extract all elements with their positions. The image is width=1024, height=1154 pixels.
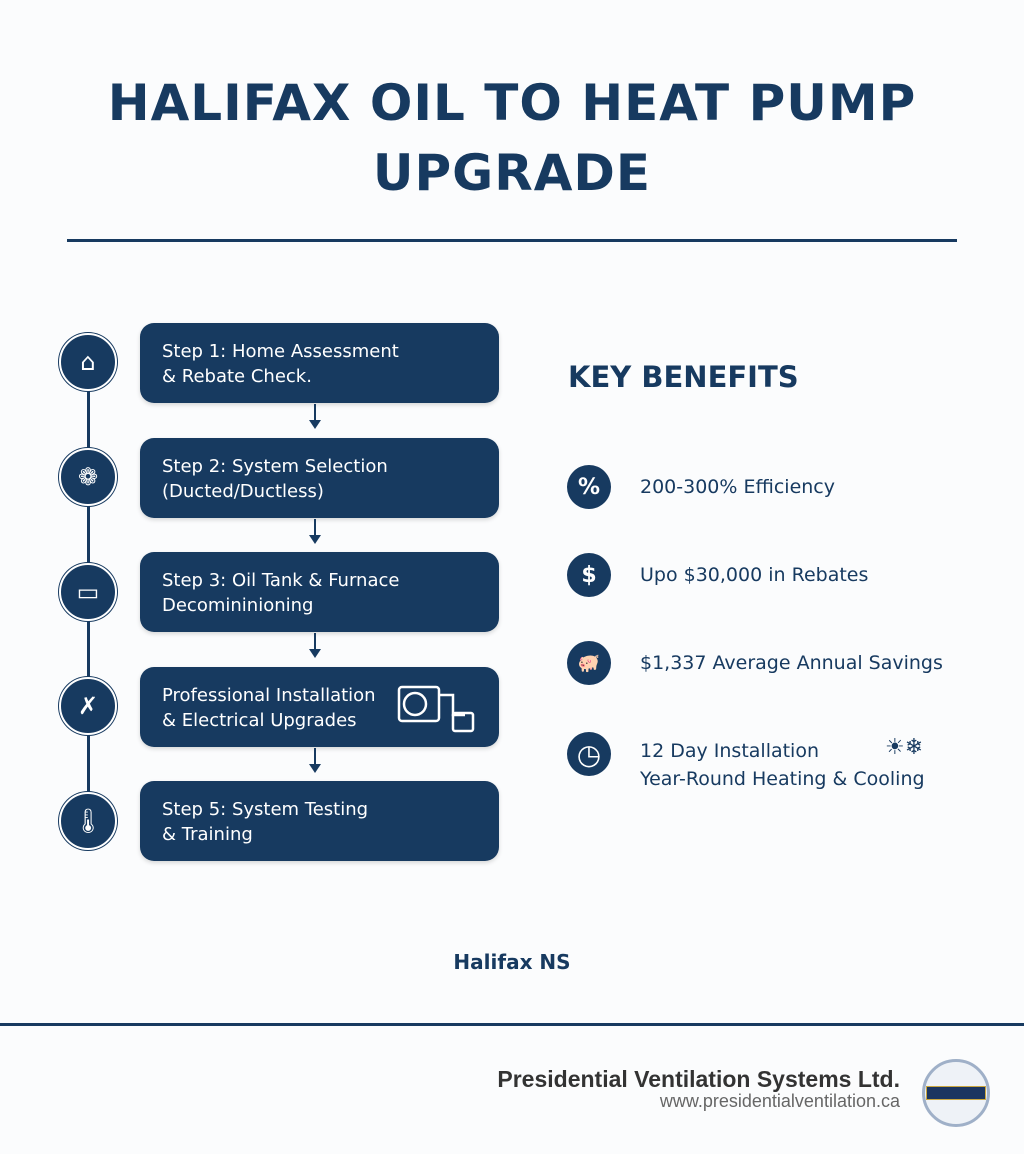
- heat-pump-plug-icon: [397, 681, 477, 733]
- step-1-line2: & Rebate Check.: [162, 366, 312, 387]
- heat-pump-unit-icon: ❁: [59, 448, 117, 506]
- step-1-line1: Step 1: Home Assessment: [162, 341, 399, 362]
- sun-snowflake-icon: ☀❄: [885, 735, 924, 760]
- dollar-icon: $: [567, 553, 611, 597]
- arrow-down-icon: [309, 748, 321, 774]
- company-logo: [922, 1059, 990, 1127]
- step-5-line2: & Training: [162, 824, 253, 845]
- house-search-icon: ⌂: [59, 333, 117, 391]
- benefit-installation-line2: Year-Round Heating & Cooling: [640, 768, 925, 790]
- benefit-efficiency: 200-300% Efficiency: [640, 476, 836, 498]
- percent-icon: %: [567, 465, 611, 509]
- step-1-box: [140, 323, 499, 403]
- step-4-line2: & Electrical Upgrades: [162, 710, 357, 731]
- step-2-box: [140, 438, 499, 518]
- title-divider: [67, 239, 957, 242]
- footer-divider: [0, 1023, 1024, 1026]
- arrow-down-icon: [309, 404, 321, 430]
- benefit-installation: [640, 737, 925, 793]
- company-url[interactable]: www.presidentialventilation.ca: [659, 1091, 900, 1111]
- location-label: Halifax NS: [453, 950, 571, 974]
- key-benefits-heading: KEY BENEFITS: [568, 360, 799, 394]
- step-3-line2: Decomininioning: [162, 595, 314, 616]
- step-3-line1: Step 3: Oil Tank & Furnace: [162, 570, 400, 591]
- clock-icon: ◷: [567, 732, 611, 776]
- step-2-line2: (Ducted/Ductless): [162, 481, 324, 502]
- arrow-down-icon: [309, 519, 321, 545]
- company-name: Presidential Ventilation Systems Ltd.: [497, 1066, 900, 1092]
- step-5-box: [140, 781, 499, 861]
- step-2-line1: Step 2: System Selection: [162, 456, 388, 477]
- page-title: HALIFAX OIL TO HEAT PUMP UPGRADE: [107, 74, 917, 202]
- benefit-installation-line1: 12 Day Installation: [640, 740, 820, 762]
- step-5-line1: Step 5: System Testing: [162, 799, 369, 820]
- tools-icon: ✗: [59, 677, 117, 735]
- step-4-line1: Professional Installation: [162, 685, 376, 706]
- arrow-down-icon: [309, 633, 321, 659]
- oil-tank-icon: ▭: [59, 563, 117, 621]
- thermometer-icon: 🌡: [59, 792, 117, 850]
- benefit-savings: $1,337 Average Annual Savings: [640, 652, 943, 674]
- step-3-box: [140, 552, 499, 632]
- benefit-rebates: Upo $30,000 in Rebates: [640, 564, 869, 586]
- step-4-box: [140, 667, 499, 747]
- piggy-bank-icon: 🐖: [567, 641, 611, 685]
